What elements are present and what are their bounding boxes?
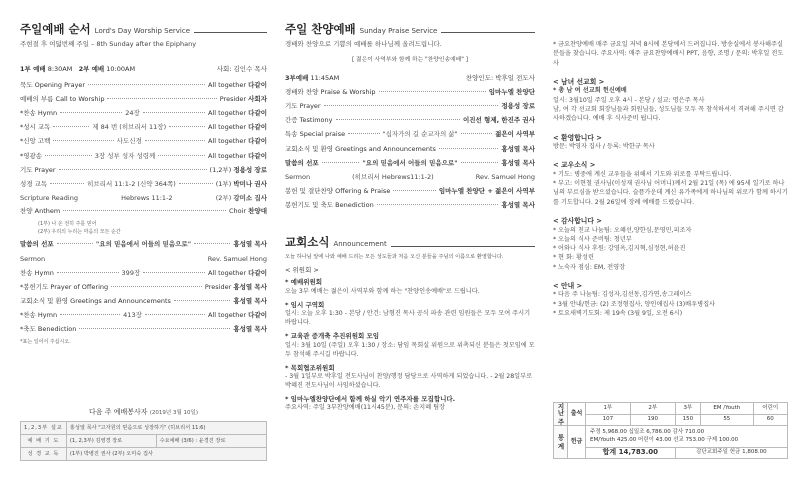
- building-fund: 감단교회주일 헌금 1,808.00: [675, 447, 787, 459]
- group-title: < 남녀 선교회 >: [553, 77, 605, 86]
- praise-subtitle: 경배와 찬양으로 기쁨의 예배를 하나님께 올려드립니다.: [285, 40, 442, 49]
- order-row: *축도 Benediction 홍성열 목사: [20, 325, 267, 334]
- title-rule: [391, 246, 535, 247]
- news-group: < 교우소식 > * 기도: 병중에 계신 교우들을 위해서 기도와 위로를 부탁드립니다. * 부고: 이현철 권사님(이성재 권사님 어머니)께서 2월 21일 (목) 에 95세 일기로 하나님의 부르심을 받으셨습니다. 슬픔가운데 계신 유가족에게 하나님의 위로가 함께 하시기를 기도합니다. 2월 26일에 장례 예배를 드렸습니다.: [553, 161, 788, 206]
- giving-total: 합계 14,783.00: [586, 447, 676, 459]
- table-row: 예 배 기 도 (1, 2,3부) 김영경 장로 수요예배 (3/6) : 윤경진 장로: [21, 434, 267, 447]
- announcement-items: [285, 278, 535, 413]
- order-row: 묵도 Opening Prayer All together 다같이: [20, 80, 267, 89]
- order-rows: [20, 81, 267, 347]
- order-row: 경배와 찬양 Praise & Worship 임마누엘 찬양단: [285, 87, 535, 96]
- order-row: 성경 교독 히브리서 11:1-2 (신약 364쪽) (1부) 박미나 권사: [20, 179, 267, 188]
- order-row: 기도 Prayer 정용성 장로: [285, 102, 535, 111]
- weekly-stats-table: [553, 402, 788, 459]
- order-row: 교회소식 및 환영 Greetings and Announcements 홍성열 목사: [20, 296, 267, 305]
- group-title: < 환영합니다 >: [553, 133, 602, 142]
- news-group: < 환영합니다 > 방문: 박영자 집사 / 등록: 박한규 목사: [553, 134, 788, 152]
- praise-banner: [ 젊은이 사역부와 함께 하는 "찬양인송예배" ]: [351, 56, 469, 63]
- anthem-note-1: (1부) 나 온 전히 주를 믿어: [38, 221, 97, 228]
- worship-subtitle: 주현절 후 여덟번째 주일 – 8th Sunday after the Epiphany: [20, 40, 197, 49]
- sermon-en-row: Sermon (히브리서 Hebrews11:1-2) Rev. Samuel Hong: [285, 172, 535, 181]
- announcement-intro: 오늘 하나님 앞에 나와 예배 드리는 모든 성도들과 처음 오신 분들을 주님의 이름으로 환영합니다.: [285, 253, 504, 260]
- news-column: [553, 0, 788, 486]
- time2: 10:00AM: [106, 64, 136, 73]
- scripture-en-row: Scripture Reading Hebrews 11:1-2 (2부) 강미소 집사: [20, 194, 267, 203]
- attendance-label: 출석: [568, 403, 586, 426]
- table-row: [554, 426, 788, 448]
- order-row: 찬송 Hymn 399장 All together 다같이: [20, 268, 267, 277]
- next-week-servants: [20, 408, 267, 461]
- friday-praise-note: * 금요찬양예배 매주 금요일 저녁 8시에 본당에서 드려집니다. 방송실에서 봉사해주실 분들을 찾습니다. 주요사역: 매주 금요찬양예배시 PPT, 음향, 조명 / 문의: 박후일 전도사: [553, 41, 784, 67]
- time1-label: 1부 예배: [20, 64, 46, 73]
- group-title: < 감사합니다 >: [553, 217, 602, 226]
- praise-title-kr: 주일 찬양예배: [285, 22, 356, 36]
- title-rule: [441, 32, 535, 33]
- table-row: [554, 447, 788, 459]
- praise-time: 3부예배 11:45AM 찬양인도: 박후일 전도사: [285, 73, 535, 82]
- giving-detail: 주정 5,968.00 십일조 6,786.00 감사 710.00 EM/Youth 425.00 어린이 43.00 선교 753.00 구제 100.00: [586, 426, 788, 448]
- worship-title-kr: 주일예배 순서: [20, 22, 91, 36]
- order-row: 특송 Special praise "십자가의 길 순교자의 삶" 젊은이 사역부: [285, 130, 535, 139]
- announcement-title: [285, 235, 535, 249]
- announcement-title-kr: 교회소식: [285, 235, 330, 250]
- praise-title-en: Sunday Praise Service: [359, 26, 438, 35]
- praise-rows: [285, 88, 535, 216]
- title-rule: [194, 32, 267, 33]
- list-item: * 임시 구역회 일시: 오늘 오후 1:30 - 본당 / 안건: 남형진 목사 공식 파송 관련 임원들은 모두 모여 주시기 바랍니다.: [285, 300, 531, 327]
- stand-note: *표는 일어서 주십시오.: [20, 339, 71, 346]
- news-group: < 감사합니다 > * 오늘의 친교 나눔팀: 오혜선,양한심,문영민,피조자 * 오늘의 식사 준비팀: 청년부 * 어와나 식사 후원: 강영옥,김지혁,심정현,허윤진 * 현 화: 황성린 * 노숙자 점심: EM, 전영장: [553, 217, 788, 272]
- presider: 사회: 김인수 목사: [216, 64, 267, 73]
- next-week-title: 다음 주 예배봉사자 (2019년 3월 10일): [88, 408, 198, 416]
- next-week-table: [20, 421, 267, 461]
- order-row: *성시 교독 제 84 번 (히브리서 11장) All together 다같이: [20, 123, 267, 132]
- table-row: 성 경 교 독 (1부) 박병진 권사 (2부) 오미숙 집사: [21, 447, 267, 460]
- anthem-note-2: (2부) 우리의 누리는 마음의 모든 순간: [38, 228, 121, 235]
- list-item: * 목회협조위원회 - 3월 1일부로 박후일 전도사님이 찬양/행정 담당으로 사역하게 되었습니다. - 2월 28일부로 박혜진 전도사님이 사임하셨습니다.: [285, 363, 533, 389]
- order-row: 기도 Prayer (1,2부) 정용성 장로: [20, 165, 267, 174]
- announcement-title-en: Announcement: [333, 239, 387, 248]
- order-row: *찬송 Hymn 24장 All together 다같이: [20, 109, 267, 117]
- worship-title: [20, 22, 267, 36]
- praise-service-column: [285, 0, 535, 486]
- group-title: < 안내 >: [553, 281, 583, 290]
- time2-label: 2부 예배: [78, 64, 105, 73]
- list-item: * 임마누엘찬양단에서 함께 하실 악기 연주자를 모집합니다. 주요사역: 주일 3부찬양예배(11시45분), 문의: 손지혜 팀장: [285, 394, 456, 412]
- order-row: 예배의 부름 Call to Worship Presider 사회자: [20, 94, 267, 103]
- time1: 8:30AM: [47, 64, 73, 73]
- news-group: < 남녀 선교회 > * 총 남 여 선교회 헌신예배 일시: 3월10일 주일 오후 4시 - 본당 / 설교: 명은주 목사 남, 여 각 선교회 회장님들과 회원님들, 성도님들 모두 꼭 참석하셔서 격려해 주시면 감사하겠습니다. 예배 후 식사준비 됩니다.: [553, 78, 788, 124]
- order-row: *찬송 Hymn 413장 All together 다같이: [20, 311, 267, 320]
- service-times: [20, 65, 267, 73]
- order-row: 교회소식 및 환영 Greetings and Announcements 홍성열 목사: [285, 144, 535, 153]
- list-item: * 교육관 증개축 추진위원회 모임 일시: 3월 10일 (주일) 오후 1:30 / 장소: 담임 목회실 위원으로 위촉되신 분들은 첫모임에 모두 참석해 주시길 바랍니다.: [285, 332, 535, 358]
- praise-title: [285, 22, 535, 36]
- list-item: * 예배위원회 오늘 3부 예배는 젊은이 사역부와 함께 하는 "찬양인송예배"로 드립니다.: [285, 278, 480, 295]
- stats-vhead: 통 계: [554, 426, 568, 459]
- table-row: 지난 주 출석 1부 2부 3부 EM /Youth 어린이: [554, 403, 788, 415]
- anthem-row: 찬양 Anthem Choir 찬양대: [20, 207, 267, 216]
- table-row: 107 190 150 55 60: [554, 414, 788, 426]
- table-row: 1,2,3부 설교 홍성열 목사 "고자원의 믿음으로 성장하기" (히브리서 11:6): [21, 421, 267, 434]
- news-group: < 안내 > * 다음 주 나눔팀: 김성자,김선동,김가연,송그레이스 * 3월 안내/헌금: (2) 조정형집사, 양인애집사 (3)배우병집사 * 토요새벽기도회: 제 19속 (3월 9일, 오전 6시): [553, 282, 788, 318]
- committee-heading: < 위원회 >: [285, 266, 319, 275]
- order-row: 봉헌 및 결단찬양 Offering & Praise 임마누엘 찬양단 + 젊은이 사역부: [285, 186, 535, 195]
- sermon-row: 말씀의 선포 "요의 믿음에서 어들의 믿음으로" 홍성열 목사: [285, 158, 535, 167]
- group-title: < 교우소식 >: [553, 161, 596, 170]
- order-row: *봉헌기도 Prayer of Offering Presider 홍성열 목사: [20, 282, 267, 291]
- order-row: *신앙 고백 사도신경 All together 다같이: [20, 137, 267, 146]
- worship-title-en: Lord's Day Worship Service: [94, 26, 191, 35]
- order-of-worship-column: [20, 0, 267, 486]
- sermon-en-row: Sermon Rev. Samuel Hong: [20, 254, 267, 263]
- order-row: *영광송 3장 성부 성자 성령께 All together 다같이: [20, 151, 267, 160]
- stats-vhead: 지난 주: [554, 403, 568, 426]
- order-row: 간증 Testimony 이진선 형제, 한진주 권사: [285, 116, 535, 125]
- giving-label: 헌금: [568, 426, 586, 459]
- sermon-row: 말씀의 선포 "요의 믿음에서 어들의 믿음으로" 홍성열 목사: [20, 240, 267, 249]
- order-row: 봉헌기도 및 축도 Benediction 홍성열 목사: [285, 201, 535, 210]
